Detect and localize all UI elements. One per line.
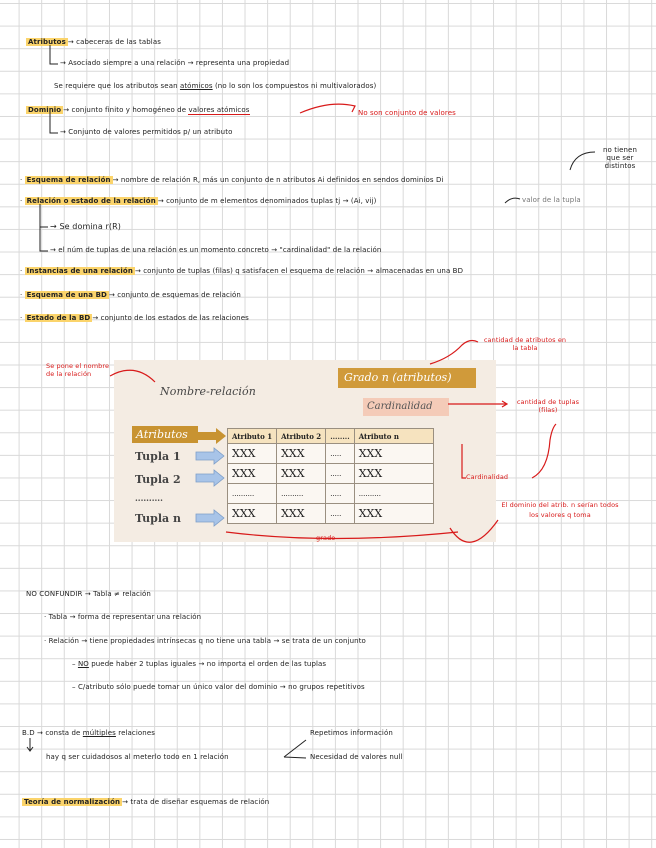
term-atomicos: atómicos xyxy=(179,82,213,90)
tuple-label-2: Tupla 2 xyxy=(135,473,181,486)
table-cell: .......... xyxy=(228,484,277,504)
header-cell: ........ xyxy=(326,429,355,444)
line-asociado: → Asociado siempre a una relación → representa una propiedad xyxy=(60,59,290,67)
table-cell: XXX xyxy=(228,444,277,464)
line-relacion: · Relación o estado de la relación → conjunto de m elementos denominados tuplas tj → (Ai, vij) xyxy=(20,197,377,205)
note-repetimos: Repetimos información xyxy=(310,729,393,737)
line-no-confundir: NO CONFUNDIR → Tabla ≠ relación xyxy=(26,590,151,598)
line-estado-bd: · Estado de la BD → conjunto de los estados de las relaciones xyxy=(20,314,249,322)
text: Se requiere que los atributos sean xyxy=(54,82,180,90)
arrow-tupla-n xyxy=(196,510,224,526)
table-cell: XXX xyxy=(354,464,433,484)
text: → conjunto finito y homogéneo de xyxy=(63,106,189,114)
table-cell: ..... xyxy=(326,444,355,464)
text: (no lo son los compuestos ni multivalorados) xyxy=(212,82,377,90)
diagram-grado-pill: Grado n (atributos) xyxy=(338,368,476,388)
table-cell: ..... xyxy=(326,464,355,484)
text: → conjunto de esquemas de relación xyxy=(108,291,241,299)
text: relaciones xyxy=(115,729,155,737)
red-curve xyxy=(430,341,478,364)
note-no-distintos: no tienen que ser distintos xyxy=(602,146,638,170)
table-cell: XXX xyxy=(277,504,326,524)
fork-arrow xyxy=(284,740,306,758)
line-atributo-unico: – C/atributo sólo puede tomar un único valor del dominio → no grupos repetitivos xyxy=(72,683,365,691)
header-cell: Atributo 1 xyxy=(228,429,277,444)
term-instancias: Instancias de una relación xyxy=(26,267,133,275)
text: C/atributo sólo puede tomar un único valor del dominio → no grupos repetitivos xyxy=(77,683,365,691)
header-cell: Atributo n xyxy=(354,429,433,444)
red-brace xyxy=(462,444,466,478)
term-esquema-relacion: Esquema de relación xyxy=(26,176,111,184)
text: puede haber 2 tuplas iguales → no importa el orden de las tuplas xyxy=(88,660,327,668)
line-esquema-bd: · Esquema de una BD → conjunto de esquemas de relación xyxy=(20,291,241,299)
line-instancias: · Instancias de una relación → conjunto de tuplas (filas) q satisfacen el esquema de relación → almacenadas en una BD xyxy=(20,267,464,275)
down-arrow xyxy=(27,738,33,751)
red-curve xyxy=(450,520,498,542)
red-bracket xyxy=(226,532,458,539)
text: B.D → consta de xyxy=(22,729,83,737)
tree-connector xyxy=(50,45,58,64)
text: → cabeceras de las tablas xyxy=(67,38,161,46)
diagram-cardinalidad-pill: Cardinalidad xyxy=(363,398,449,416)
line-esquema-relacion: · Esquema de relación → nombre de relación R, más un conjunto de n atributos Ai definidos en sendos dominios Di xyxy=(20,176,444,184)
line-no-tuplas-iguales: – NO puede haber 2 tuplas iguales → no importa el orden de las tuplas xyxy=(72,660,327,668)
text: → conjunto de los estados de las relaciones xyxy=(92,314,249,322)
table-cell: XXX xyxy=(277,444,326,464)
table-cell: XXX xyxy=(228,464,277,484)
tuple-label-dots: .......... xyxy=(135,493,163,503)
text: → nombre de relación R, más un conjunto de n atributos Ai definidos en sendos dominios Di xyxy=(112,176,444,184)
diagram-nombre-relacion: Nombre-relación xyxy=(160,385,256,398)
line-relacion-propiedades: · Relación → tiene propiedades intrínsecas q no tiene una tabla → se trata de un conjunto xyxy=(44,637,366,645)
note-nombre-relacion: Se pone el nombre de la relación xyxy=(46,362,110,378)
table-cell: XXX xyxy=(228,504,277,524)
table-cell: XXX xyxy=(354,504,433,524)
note-no-conjunto: No son conjunto de valores xyxy=(358,109,456,117)
table-cell: ..... xyxy=(326,484,355,504)
text: → trata de diseñar esquemas de relación xyxy=(122,798,270,806)
table-cell: XXX xyxy=(277,464,326,484)
term-estado-bd: Estado de la BD xyxy=(26,314,91,322)
diagram-atributos-pill: Atributos xyxy=(132,426,198,443)
text: → conjunto de m elementos denominados tuplas tj → (Ai, vij) xyxy=(157,197,377,205)
term-teoria-normalizacion: Teoría de normalización xyxy=(24,798,121,806)
arrow-tupla-1 xyxy=(196,448,224,464)
note-dominio-atributo: El dominio del atrib. n serían todos los valores q toma xyxy=(501,501,619,519)
note-valores-null: Necesidad de valores null xyxy=(310,753,403,761)
note-grado: grado xyxy=(316,534,336,542)
tuple-label-n: Tupla n xyxy=(135,512,181,525)
curve-arrow xyxy=(505,198,520,203)
text: Relación → tiene propiedades intrínsecas q no tiene una tabla → se trata de un conjunto xyxy=(48,637,366,645)
text: Tabla → forma de representar una relación xyxy=(48,613,202,621)
line-tabla: · Tabla → forma de representar una relación xyxy=(44,613,202,621)
arrow-tupla-2 xyxy=(196,470,224,486)
note-cantidad-atributos: cantidad de atributos en la tabla xyxy=(483,336,567,352)
line-se-domina: → Se domina r(R) xyxy=(50,222,121,231)
red-curve xyxy=(110,370,155,382)
tuple-label-1: Tupla 1 xyxy=(135,450,181,463)
red-arrow xyxy=(448,401,507,407)
line-conjunto-valores: → Conjunto de valores permitidos p/ un atributo xyxy=(60,128,233,136)
curve-arrow xyxy=(570,152,595,170)
table-cell: .......... xyxy=(354,484,433,504)
term-esquema-bd: Esquema de una BD xyxy=(26,291,107,299)
term-no: NO xyxy=(77,660,89,668)
table-cell: ..... xyxy=(326,504,355,524)
table-cell: XXX xyxy=(354,444,433,464)
term-multiples: múltiples xyxy=(82,729,116,737)
red-curve xyxy=(300,104,355,113)
table-cell: .......... xyxy=(277,484,326,504)
text: → conjunto de tuplas (filas) q satisfacen el esquema de relación → almacenadas en una BD xyxy=(134,267,464,275)
line-cardinalidad: → el núm de tuplas de una relación es un momento concreto → "cardinalidad" de la relación xyxy=(50,246,382,254)
red-curve xyxy=(532,424,556,478)
term-dominio: Dominio xyxy=(28,106,62,114)
term-atributos: Atributos xyxy=(28,38,66,46)
note-valor-tupla: valor de la tupla xyxy=(522,196,581,204)
tree-connector xyxy=(50,112,58,133)
header-cell: Atributo 2 xyxy=(277,429,326,444)
note-cantidad-tuplas: cantidad de tuplas (filas) xyxy=(516,398,580,414)
term-valores-atomicos: valores atómicos xyxy=(188,106,250,114)
arrow-atributos xyxy=(198,428,226,444)
line-cuidadosos: hay q ser cuidadosos al meterlo todo en 1 relación xyxy=(46,753,229,761)
note-cardinalidad: Cardinalidad xyxy=(466,473,509,481)
term-relacion: Relación o estado de la relación xyxy=(26,197,156,205)
